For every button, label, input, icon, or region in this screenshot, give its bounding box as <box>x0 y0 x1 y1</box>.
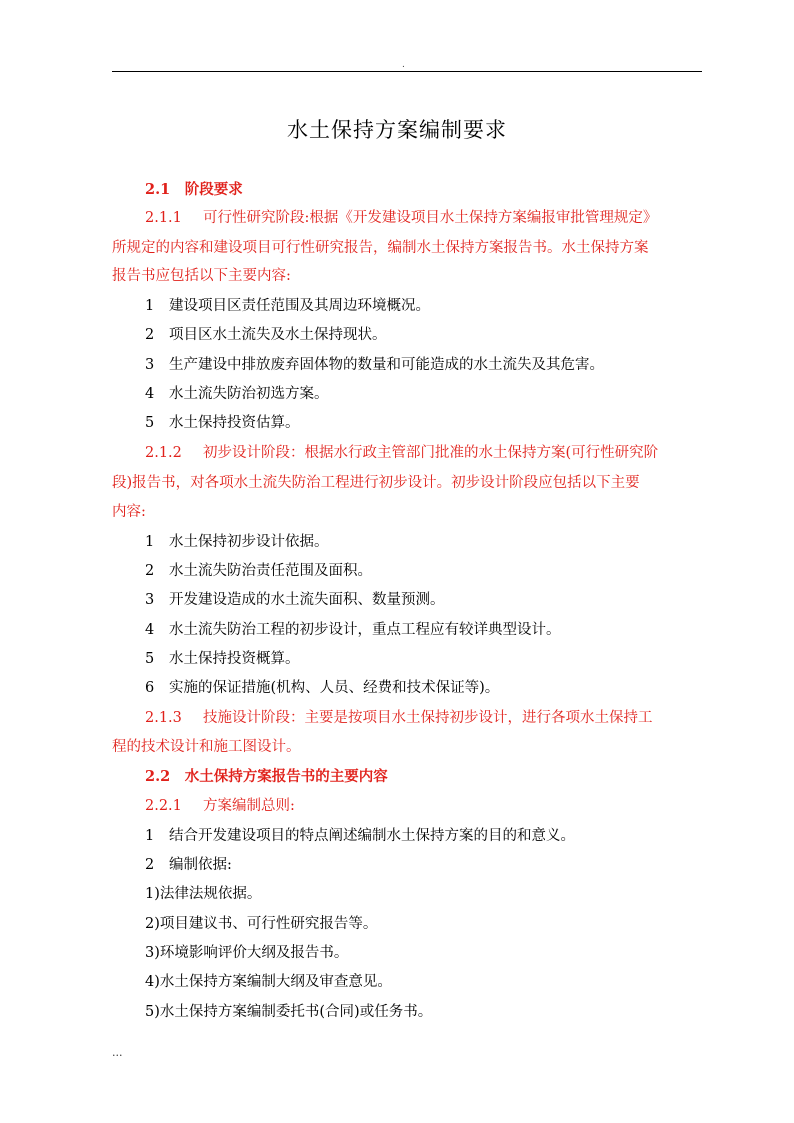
list-item <box>145 855 232 875</box>
list-item <box>145 384 329 404</box>
section-2-1-1-line-3: 报告书应包括以下主要内容: <box>112 268 291 284</box>
page-title: 水土保持方案编制要求 <box>287 118 507 142</box>
item-number: 2 <box>145 857 155 873</box>
paragraph-text: 技施设计阶段：主要是按项目水土保持初步设计，进行各项水土保持工 <box>203 710 653 726</box>
list-item <box>145 620 561 640</box>
section-2-1-1-line-1 <box>145 208 657 228</box>
section-2-1-3-line-2: 程的技术设计和施工图设计。 <box>112 739 301 755</box>
list-item <box>145 649 300 669</box>
section-2-1-2-line-3: 内容: <box>112 504 146 520</box>
item-text: 水土流失防治工程的初步设计，重点工程应有较详典型设计。 <box>169 622 561 638</box>
sub-list-item: 5)水土保持方案编制委托书(合同)或任务书。 <box>145 1004 433 1020</box>
list-item <box>145 561 372 581</box>
item-number: 3 <box>145 592 155 608</box>
item-text: 开发建设造成的水土流失面积、数量预测。 <box>169 592 445 608</box>
item-text: 项目区水土流失及水土保持现状。 <box>169 327 387 343</box>
sub-list-item: 1)法律法规依据。 <box>145 886 262 902</box>
section-number: 2.1.2 <box>145 445 182 461</box>
footer-mark: ... <box>112 1046 123 1059</box>
item-number: 4 <box>145 622 155 638</box>
section-number: 2.1.1 <box>145 210 182 226</box>
paragraph-text: 方案编制总则: <box>203 798 295 814</box>
item-number: 3 <box>145 357 155 373</box>
list-item <box>145 296 430 316</box>
list-item <box>145 413 300 433</box>
section-heading-2-1: 2.1 阶段要求 <box>145 181 243 198</box>
item-text: 水土流失防治责任范围及面积。 <box>169 563 372 579</box>
header-rule <box>112 71 702 72</box>
item-text: 实施的保证措施(机构、人员、经费和技术保证等)。 <box>169 680 500 696</box>
section-number: 2.1.3 <box>145 710 182 726</box>
section-2-1-3-line-1 <box>145 708 653 728</box>
section-number: 2.2.1 <box>145 798 182 814</box>
list-item <box>145 532 329 552</box>
item-text: 编制依据: <box>169 857 232 873</box>
item-text: 水土流失防治初选方案。 <box>169 386 329 402</box>
section-2-1-2-line-2: 段)报告书，对各项水土流失防治工程进行初步设计。初步设计阶段应包括以下主要 <box>112 475 640 491</box>
item-text: 水土保持投资估算。 <box>169 415 300 431</box>
section-2-1-2-line-1 <box>145 443 658 463</box>
list-item <box>145 678 499 698</box>
paragraph-text: 可行性研究阶段:根据《开发建设项目水土保持方案编报审批管理规定》 <box>203 210 658 226</box>
item-text: 水土保持初步设计依据。 <box>169 534 329 550</box>
header-mark: . <box>402 60 405 70</box>
item-text: 建设项目区责任范围及其周边环境概况。 <box>169 298 430 314</box>
sub-list-item: 3)环境影响评价大纲及报告书。 <box>145 945 349 961</box>
item-text: 水土保持投资概算。 <box>169 651 300 667</box>
item-number: 2 <box>145 327 155 343</box>
item-number: 1 <box>145 534 155 550</box>
item-text: 结合开发建设项目的特点阐述编制水土保持方案的目的和意义。 <box>169 828 575 844</box>
list-item <box>145 826 575 846</box>
section-2-2-1-line <box>145 796 295 816</box>
item-number: 5 <box>145 651 155 667</box>
item-number: 6 <box>145 680 155 696</box>
sub-list-item: 4)水土保持方案编制大纲及审查意见。 <box>145 974 392 990</box>
list-item <box>145 590 445 610</box>
item-number: 4 <box>145 386 155 402</box>
list-item <box>145 325 387 345</box>
section-2-1-1-line-2: 所规定的内容和建设项目可行性研究报告，编制水土保持方案报告书。水土保持方案 <box>112 240 649 256</box>
section-heading-2-2: 2.2 水土保持方案报告书的主要内容 <box>145 768 388 785</box>
item-text: 生产建设中排放废弃固体物的数量和可能造成的水土流失及其危害。 <box>169 357 604 373</box>
item-number: 2 <box>145 563 155 579</box>
sub-list-item: 2)项目建议书、可行性研究报告等。 <box>145 916 378 932</box>
paragraph-text: 初步设计阶段：根据水行政主管部门批准的水土保持方案(可行性研究阶 <box>203 445 659 461</box>
list-item <box>145 355 604 375</box>
item-number: 1 <box>145 298 155 314</box>
item-number: 1 <box>145 828 155 844</box>
item-number: 5 <box>145 415 155 431</box>
